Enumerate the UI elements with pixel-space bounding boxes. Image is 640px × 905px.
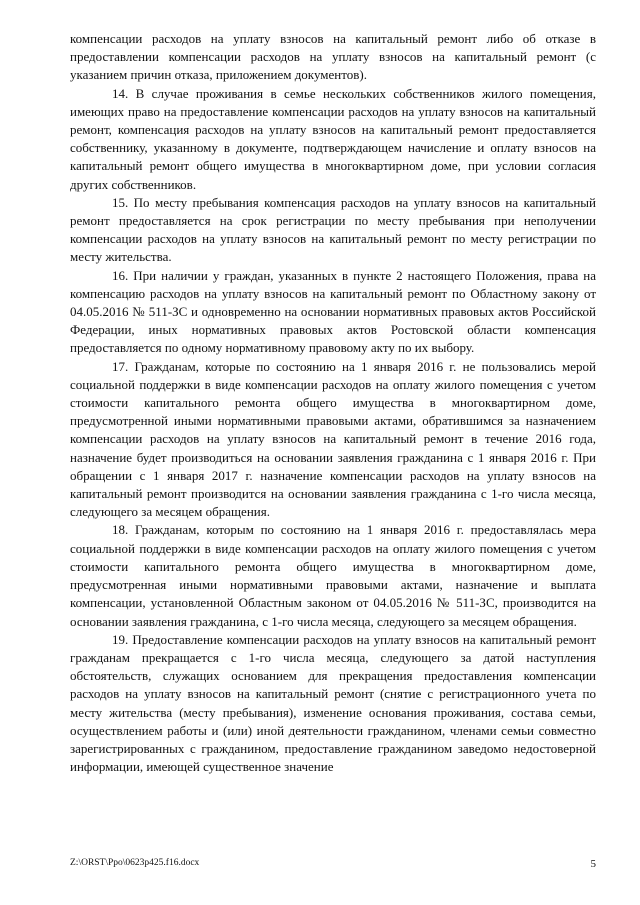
paragraph-19: 19. Предоставление компенсации расходов на уплату взносов на капитальный ремонт гражданам прекращается с 1-го числа месяца, следующего за датой наступления обстоятельств, служащих основанием для прекращения предоставления компенсации расходов на уплату взносов на капитальный ремонт (снятие с регистрационного учета по месту жительства (месту пребывания), изменение основания проживания, состава семьи, осуществлением работы и (или) иной деятельности гражданином, членами семьи совместно зарегистрированных с гражданином, предоставление гражданином заведомо недостоверной информации, имеющей существенное значение	[70, 631, 596, 775]
paragraph-17: 17. Гражданам, которые по состоянию на 1 января 2016 г. не пользовались мерой социальной поддержки в виде компенсации расходов на оплату жилого помещения с учетом стоимости капитального ремонта общего имущества в многоквартирном доме, предусмотренной иными нормативными правовыми актами, обратившимся за назначением компенсации расходов на уплату взносов на капитальный ремонт в течение 2016 года, назначение будет производиться на основании заявления гражданина с 1 января 2016 г. При обращении с 1 января 2017 г. назначение компенсации расходов на уплату взносов на капитальный ремонт производится на основании заявления гражданина с 1-го числа месяца, следующего за месяцем обращения.	[70, 358, 596, 520]
paragraph-continuation: компенсации расходов на уплату взносов на капитальный ремонт либо об отказе в предоставлении компенсации расходов на уплату взносов на капитальный ремонт (с указанием причин отказа, приложением документов).	[70, 31, 596, 83]
document-body	[70, 30, 596, 776]
paragraph-16: 16. При наличии у граждан, указанных в пункте 2 настоящего Положения, права на компенсацию расходов на уплату взносов на капитальный ремонт по Областному закону от 04.05.2016 № 511-ЗС и одновременно на основании нормативных правовых актов Российской Федерации, иных нормативных правовых актов Ростовской области компенсация предоставляется по одному нормативному правовому акту по их выбору.	[70, 267, 596, 356]
file-path: Z:\ORST\Ppo\0623p425.f16.docx	[70, 858, 200, 868]
page-number: 5	[590, 858, 596, 870]
paragraph-15: 15. По месту пребывания компенсация расходов на уплату взносов на капитальный ремонт предоставляется на срок регистрации по месту пребывания при неполучении компенсации расходов на уплату взносов на капитальный ремонт по месту регистрации по месту жительства.	[70, 194, 596, 265]
paragraph-18: 18. Гражданам, которым по состоянию на 1 января 2016 г. предоставлялась мера социальной поддержки в виде компенсации расходов на оплату жилого помещения с учетом стоимости капитального ремонта общего имущества в многоквартирном доме, предусмотренная иными нормативными правовыми актами, назначение и выплата компенсации, установленной Областным законом от 04.05.2016 № 511-ЗС, производится на основании заявления гражданина, с 1-го числа месяца, следующего за месяцем обращения.	[70, 522, 596, 629]
paragraph-14: 14. В случае проживания в семье нескольких собственников жилого помещения, имеющих право на предоставление компенсации расходов на уплату взносов на капитальный ремонт, компенсация расходов на уплату взносов на капитальный ремонт предоставляется собственнику, указанному в документе, подтверждающем начисление и оплату взносов на капитальный ремонт общего имущества в многоквартирном доме, при условии согласия других собственников.	[70, 85, 596, 192]
